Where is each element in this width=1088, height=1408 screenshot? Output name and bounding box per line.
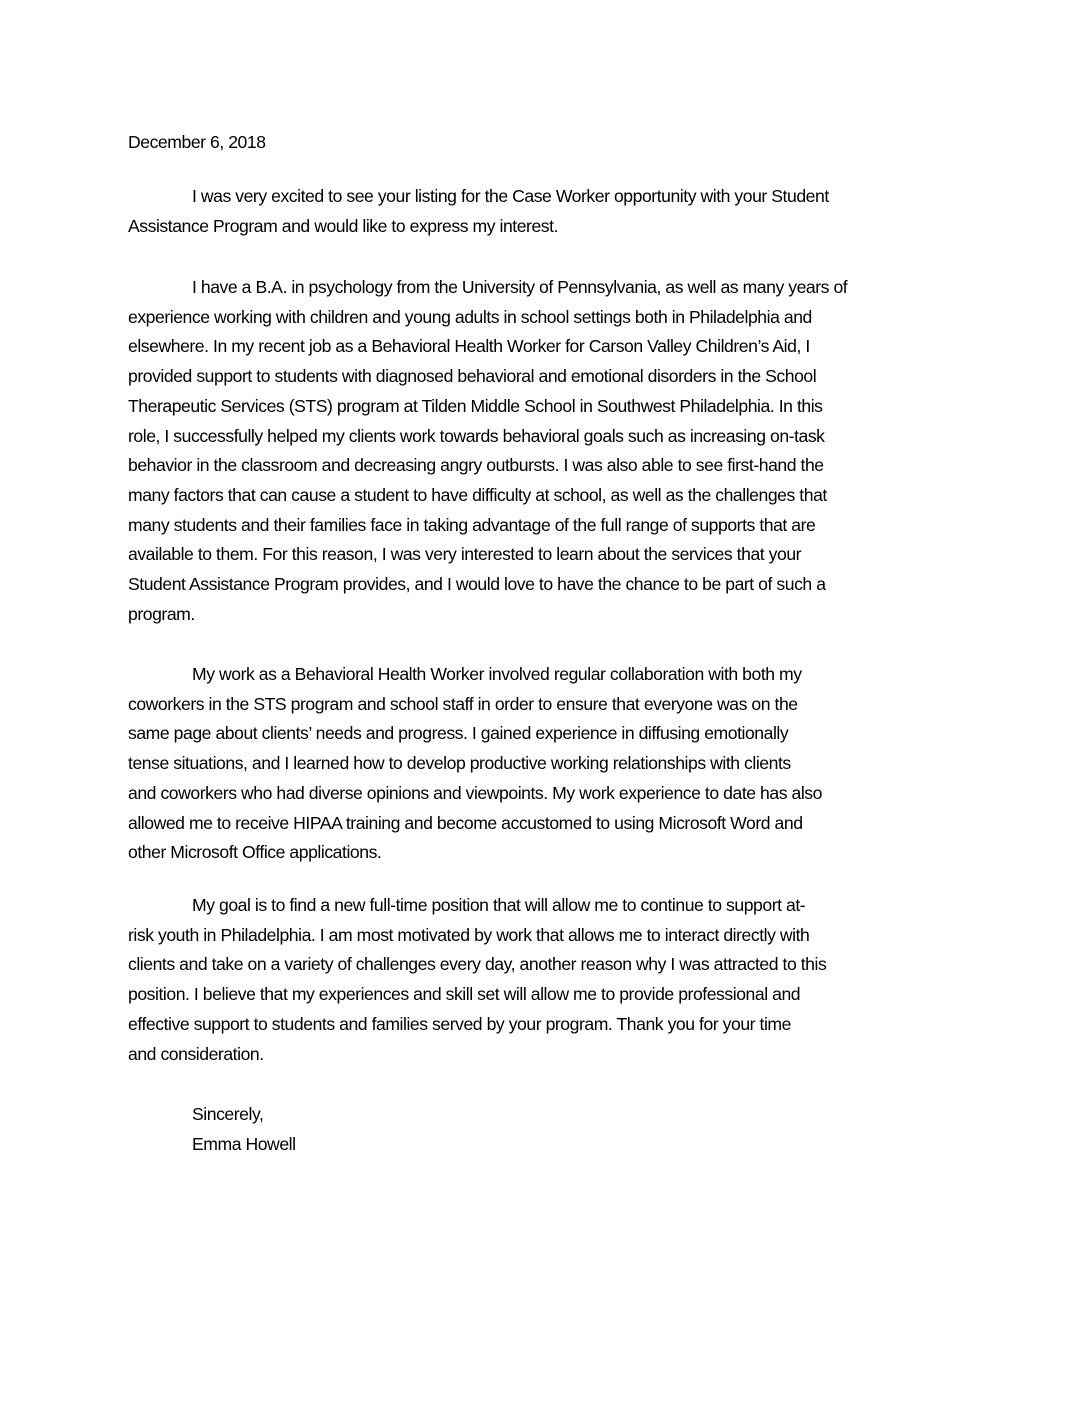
paragraph-first-line: I was very excited to see your listing for the Case Worker opportunity with your Student: [192, 186, 829, 206]
paragraph-line: same page about clients’ needs and progress. I gained experience in diffusing emotionally: [128, 723, 789, 744]
paragraph-line: risk youth in Philadelphia. I am most motivated by work that allows me to interact directly with: [128, 924, 810, 945]
paragraph-line: and coworkers who had diverse opinions and viewpoints. My work experience to date has also: [128, 782, 822, 803]
paragraph-line: experience working with children and young adults in school settings both in Philadelphia and: [128, 306, 812, 327]
paragraph-line: Student Assistance Program provides, and I would love to have the chance to be part of such a: [128, 574, 826, 594]
paragraph-line: position. I believe that my experiences and skill set will allow me to provide professional and: [128, 984, 801, 1005]
paragraph-line: coworkers in the STS program and school staff in order to ensure that everyone was on the: [128, 693, 798, 714]
paragraph-first-line: My work as a Behavioral Health Worker involved regular collaboration with both my: [192, 664, 802, 684]
paragraph-first-line: My goal is to find a new full-time position that will allow me to continue to support at-: [192, 895, 806, 915]
paragraph-line: available to them. For this reason, I was very interested to learn about the services that your: [128, 544, 802, 565]
signature-name: Emma Howell: [192, 1134, 296, 1154]
paragraph-line: effective support to students and families served by your program. Thank you for your time: [128, 1013, 791, 1034]
paragraph-line: tense situations, and I learned how to develop productive working relationships with clients: [128, 753, 791, 774]
paragraph-line: provided support to students with diagnosed behavioral and emotional disorders in the School: [128, 366, 817, 387]
closing: Sincerely,: [192, 1104, 264, 1124]
paragraph-line: role, I successfully helped my clients work towards behavioral goals such as increasing on-task: [128, 425, 825, 446]
paragraph-line: Therapeutic Services (STS) program at Tilden Middle School in Southwest Philadelphia. In this: [128, 395, 823, 416]
paragraph-line: allowed me to receive HIPAA training and become accustomed to using Microsoft Word and: [128, 812, 803, 833]
paragraph-line: Assistance Program and would like to express my interest.: [128, 215, 559, 236]
letter-date: December 6, 2018: [128, 132, 266, 152]
paragraph-line: clients and take on a variety of challenges every day, another reason why I was attracted to this: [128, 954, 827, 975]
paragraph-first-line: I have a B.A. in psychology from the University of Pennsylvania, as well as many years of: [192, 277, 848, 297]
paragraph-line: elsewhere. In my recent job as a Behavioral Health Worker for Carson Valley Children’s Aid, I: [128, 336, 810, 357]
paragraph-line: behavior in the classroom and decreasing angry outbursts. I was also able to see first-hand the: [128, 455, 824, 476]
paragraph-line: and consideration.: [128, 1043, 264, 1064]
paragraph-line: many factors that can cause a student to have difficulty at school, as well as the challenges that: [128, 484, 827, 505]
paragraph-line: program.: [128, 603, 195, 624]
paragraph-line: other Microsoft Office applications.: [128, 842, 382, 863]
paragraph-line: many students and their families face in taking advantage of the full range of supports that are: [128, 514, 816, 535]
